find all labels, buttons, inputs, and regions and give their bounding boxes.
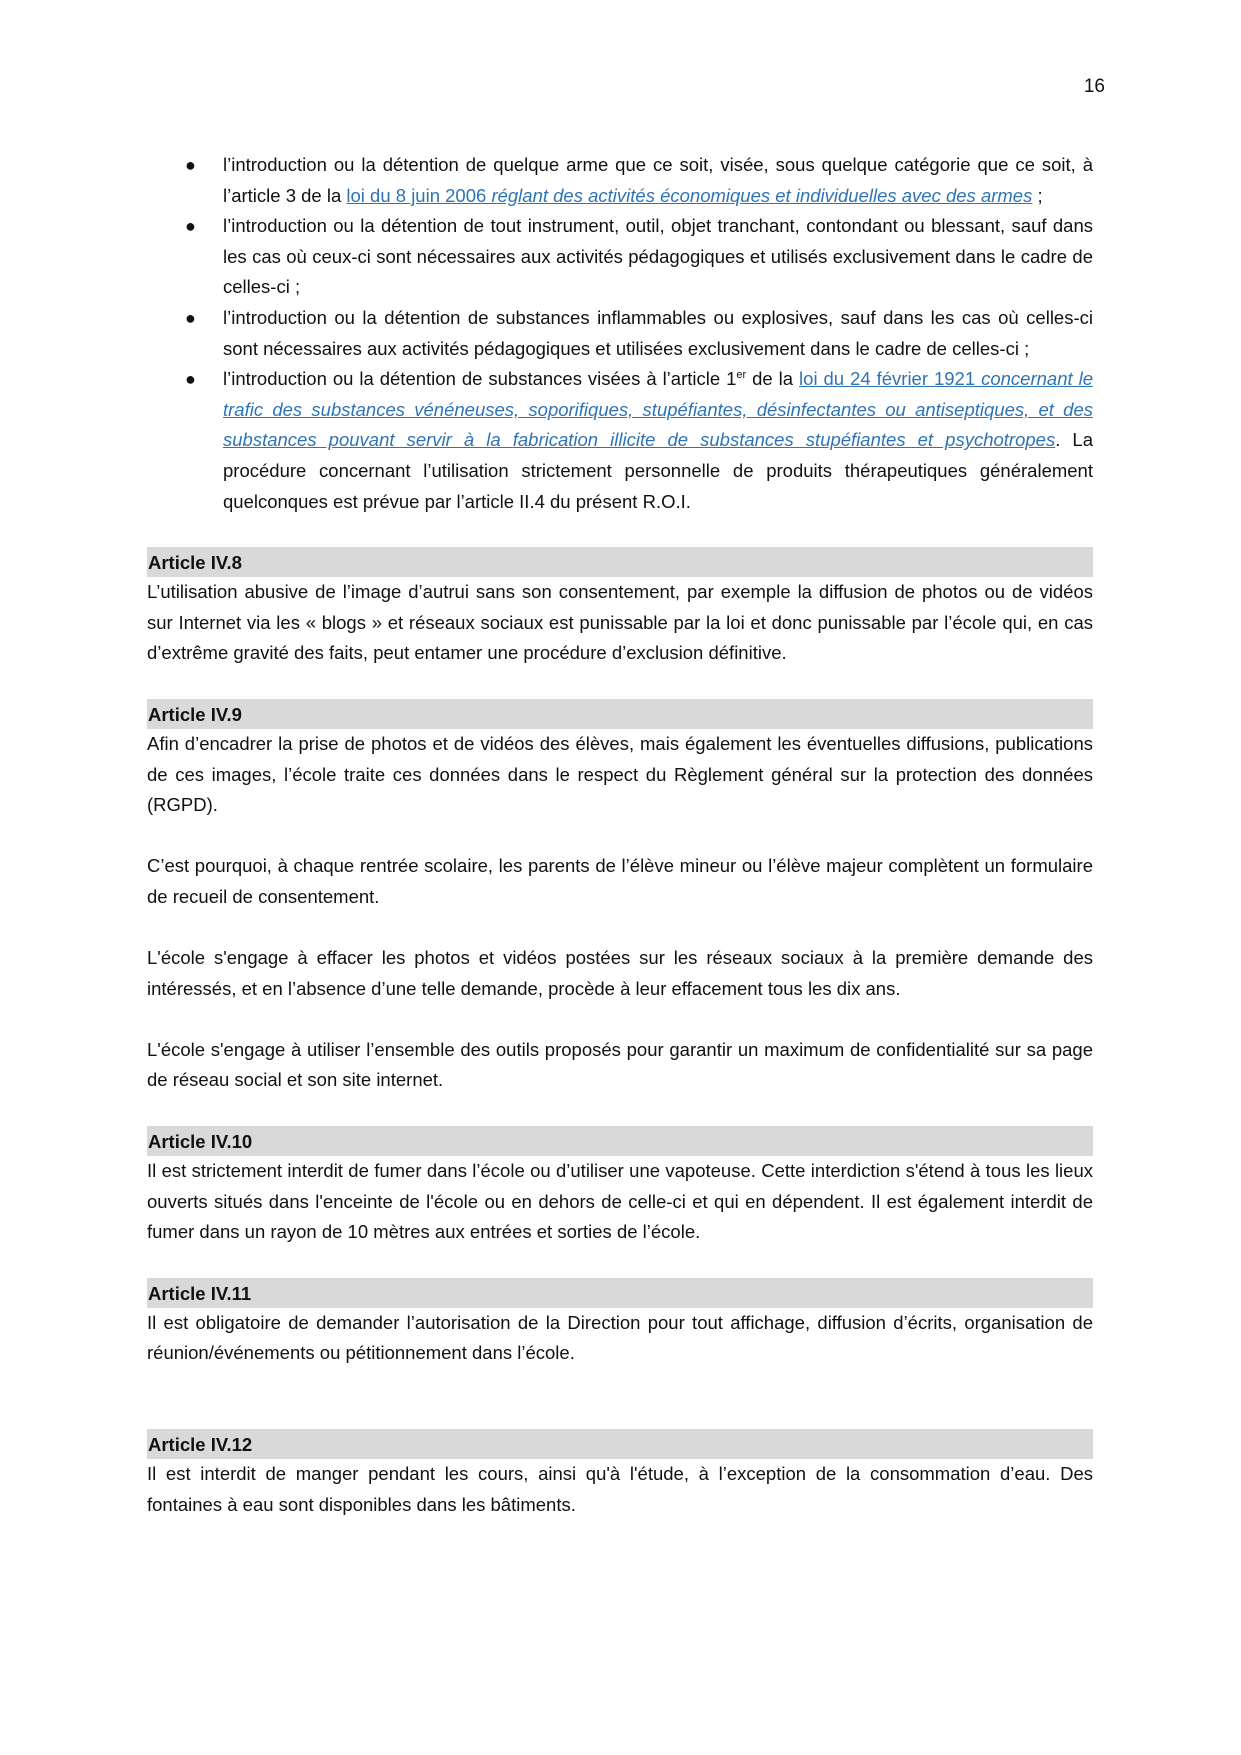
article-iv9 <box>147 699 1093 1096</box>
article-paragraph: C’est pourquoi, à chaque rentrée scolaire, les parents de l’élève mineur ou l’élève majeur complètent un formulaire de recueil de consentement. <box>147 855 1093 907</box>
article-heading: Article IV.12 <box>147 1429 1093 1459</box>
bullet-icon: ● <box>185 216 196 237</box>
article-iv10 <box>147 1126 1093 1248</box>
article-paragraph: L’utilisation abusive de l’image d’autrui sans son consentement, par exemple la diffusion de photos ou de vidéos sur Internet via les « blogs » et réseaux sociaux est punissable par la loi et donc punissable par l’école qui, en cas d’extrême gravité des faits, peut entamer une procédure d’exclusion définitive. <box>147 581 1093 664</box>
article-paragraph: L'école s'engage à utiliser l’ensemble des outils proposés pour garantir un maximum de confidentialité sur sa page de réseau social et son site internet. <box>147 1038 1093 1091</box>
page-number: 16 <box>1083 76 1105 97</box>
list-item: ● l’introduction ou la détention de substances visées à l’article 1er de la loi du 24 février 1921 concernant le trafic des substances vénéneuses, soporifiques, stupéfiantes, désinfectantes ou antiseptiques, et des substances pouvant servir à la fabrication illicite de substances stupéfiantes et psychotropes. La procédure concernant l’utilisation strictement personnelle de produits thérapeutiques généralement quelconques est prévue par l’article II.4 du présent R.O.I. <box>147 364 1093 517</box>
article-heading: Article IV.10 <box>147 1126 1093 1156</box>
bullet-icon: ● <box>185 307 196 328</box>
article-paragraph: Afin d’encadrer la prise de photos et de vidéos des élèves, mais également les éventuelles diffusions, publications de ces images, l’école traite ces données dans le respect du Règlement général sur la protection des données (RGPD). <box>147 732 1093 816</box>
list-item: ● l’introduction ou la détention de tout instrument, outil, objet tranchant, contondant ou blessant, sauf dans les cas où ceux-ci sont nécessaires aux activités pédagogiques et utilisés exclusivement dans le cadre de celles-ci ; <box>147 211 1093 303</box>
bullet-icon: ● <box>185 369 196 390</box>
law-2006-link[interactable]: loi du 8 juin 2006 réglant des activités économiques et individuelles avec des armes <box>346 184 1033 206</box>
article-heading: Article IV.8 <box>147 547 1093 577</box>
list-item: ● l’introduction ou la détention de substances inflammables ou explosives, sauf dans les cas où celles-ci sont nécessaires aux activités pédagogiques et utilisées exclusivement dans le cadre de celles-ci ; <box>147 303 1093 364</box>
article-paragraph: Il est obligatoire de demander l’autorisation de la Direction pour tout affichage, diffusion d’écrits, organisation de réunion/événements ou pétitionnement dans l’école. <box>147 1311 1093 1364</box>
article-iv11 <box>147 1278 1093 1369</box>
list-item: ● l’introduction ou la détention de quelque arme que ce soit, visée, sous quelque catégorie que ce soit, à l’article 3 de la loi du 8 juin 2006 réglant des activités économiques et individuelles avec des armes ; <box>147 150 1093 211</box>
article-paragraph: L'école s'engage à effacer les photos et vidéos postées sur les réseaux sociaux à la première demande des intéressés, et en l’absence d’une telle demande, procède à leur effacement tous les dix ans. <box>147 947 1093 999</box>
article-heading: Article IV.11 <box>147 1278 1093 1308</box>
article-iv8 <box>147 547 1093 669</box>
article-paragraph: Il est interdit de manger pendant les cours, ainsi qu'à l'étude, à l’exception de la consommation d’eau. Des fontaines à eau sont disponibles dans les bâtiments. <box>147 1463 1093 1515</box>
article-iv12 <box>147 1429 1093 1520</box>
article-paragraph: Il est strictement interdit de fumer dans l’école ou d’utiliser une vapoteuse. Cette interdiction s'étend à tous les lieux ouverts situés dans l'enceinte de l'école ou en dehors de celle-ci et qui en dépendent. Il est également interdit de fumer dans un rayon de 10 mètres aux entrées et sorties de l’école. <box>147 1160 1093 1243</box>
bullet-icon: ● <box>185 155 196 175</box>
document-body <box>147 150 1093 1520</box>
article-heading: Article IV.9 <box>147 699 1093 729</box>
law-1921-link[interactable]: loi du 24 février 1921 concernant le trafic des substances vénéneuses, soporifiques, stupéfiantes, désinfectantes ou antiseptiques, et des substances pouvant servir à la fabrication illicite de substances stupéfiantes et psychotropes <box>223 368 1093 451</box>
prohibited-items-list <box>147 150 1093 517</box>
